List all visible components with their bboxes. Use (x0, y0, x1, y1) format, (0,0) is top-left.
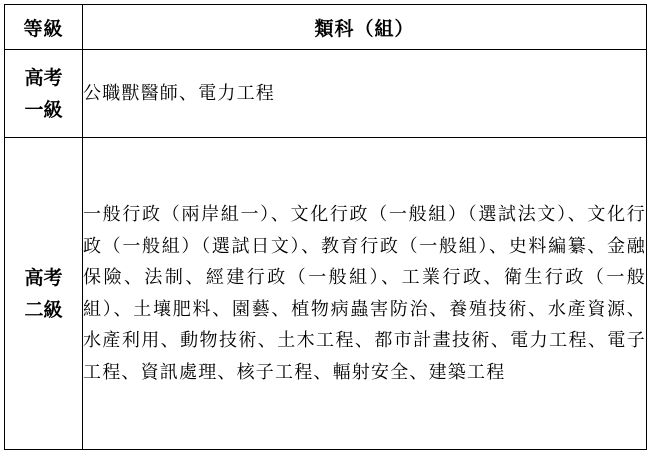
table-header-row (5, 5, 647, 50)
header-subjects: 類科（組） (83, 5, 647, 50)
header-level: 等級 (5, 5, 83, 50)
level-label-line2: 二級 (24, 298, 63, 321)
level-label-line1: 高考 (24, 266, 63, 289)
level-label-line1: 高考 (24, 66, 63, 89)
subjects-cell: 公職獸醫師、電力工程 (83, 50, 647, 138)
table-row (5, 138, 647, 450)
level-cell (5, 50, 83, 138)
level-label-line2: 一級 (24, 98, 63, 121)
table-row (5, 50, 647, 138)
level-cell (5, 138, 83, 450)
subjects-cell: 一般行政（兩岸組一）、文化行政（一般組）（選試法文）、文化行政（一般組）（選試日文）、教育行政（一般組）、史料編纂、金融保險、法制、經建行政（一般組）、工業行政、衛生行政（一般組）、土壤肥料、園藝、植物病蟲害防治、養殖技術、水產資源、水產利用、動物技術、土木工程、都市計畫技術、電力工程、電子工程、資訊處理、核子工程、輻射安全、建築工程 (83, 138, 647, 450)
exam-grade-table (4, 4, 647, 450)
